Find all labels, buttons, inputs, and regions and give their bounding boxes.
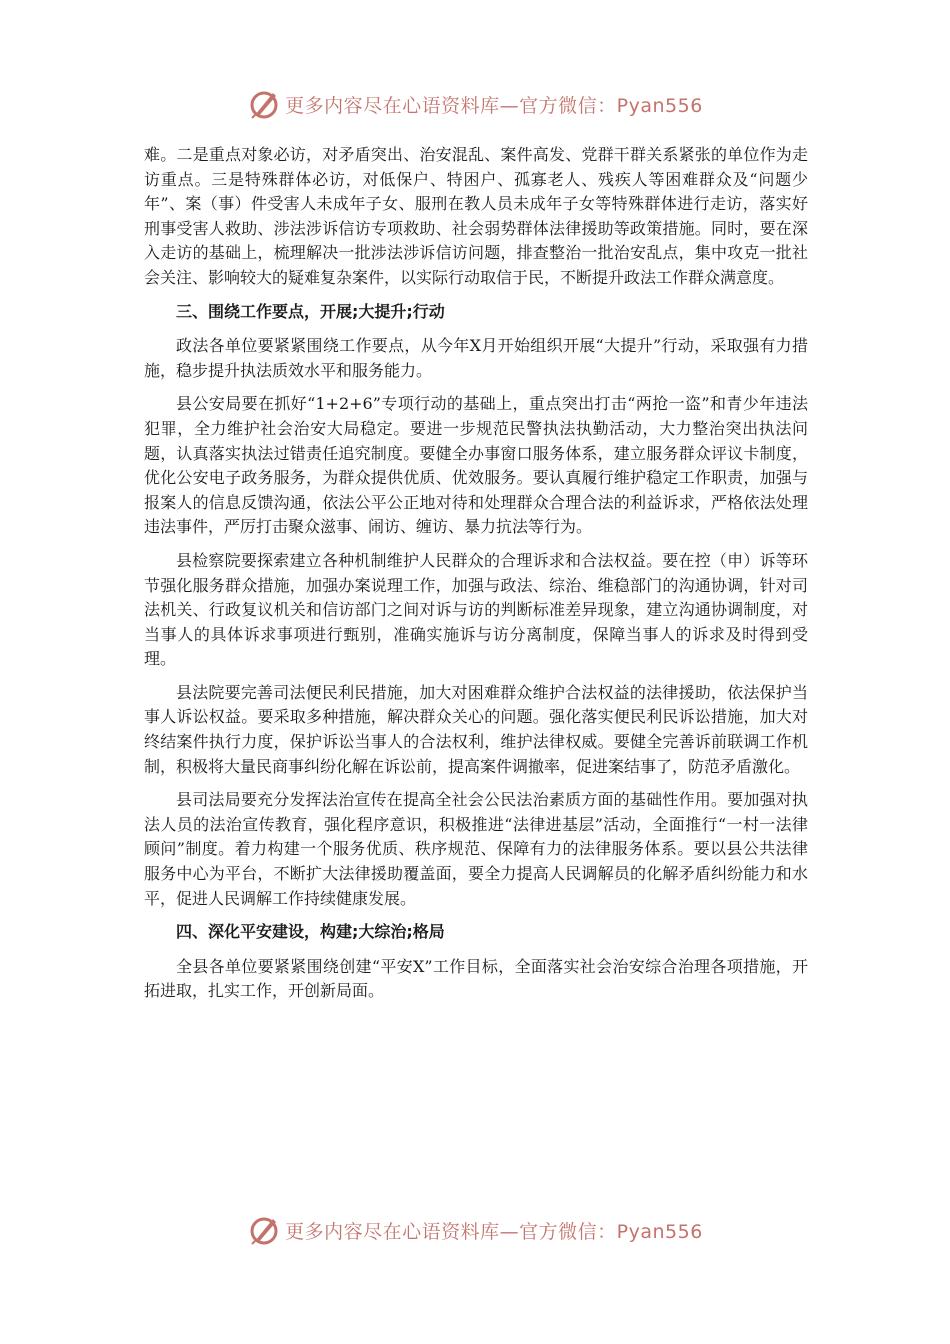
- quill-seal-icon: [247, 87, 281, 121]
- banner-text: 更多内容尽在心语资料库—官方微信：Pyan556: [285, 94, 703, 117]
- quill-seal-icon: [247, 1213, 281, 1247]
- section-heading: 三、围绕工作要点，开展;大提升;行动: [176, 301, 445, 321]
- section-heading: 四、深化平安建设，构建;大综治;格局: [176, 922, 445, 942]
- paragraph: 县法院要完善司法便民利民措施，加大对困难群众维护合法权益的法律援助，依法保护当事人诉讼权益。要采取多种措施，解决群众关心的问题。强化落实便民利民诉讼措施，加大对终结案件执行力度，保护诉讼当事人的合法权利，维护法律权威。要健全完善诉前联调工作机制，积极将大量民商事纠纷化解在诉讼前，提高案件调撤率，促进案结事了，防范矛盾激化。: [144, 682, 808, 776]
- paragraph: 难。二是重点对象必访，对矛盾突出、治安混乱、案件高发、党群干群关系紧张的单位作为走访重点。三是特殊群体必访，对低保户、特困户、孤寡老人、残疾人等困难群众及“问题少年”、案（事）件受害人未成年子女、服刑在教人员未成年子女等特殊群体进行走访，落实好刑事受害人救助、涉法涉诉信访专项救助、社会弱势群体法律援助等政策措施。同时，要在深入走访的基础上，梳理解决一批涉法涉诉信访问题，排查整治一批治安乱点，集中攻克一批社会关注、影响较大的疑难复杂案件，以实际行动取信于民，不断提升政法工作群众满意度。: [144, 145, 808, 287]
- paragraph: 全县各单位要紧紧围绕创建“平安X”工作目标，全面落实社会治安综合治理各项措施，开拓进取，扎实工作，开创新局面。: [144, 956, 808, 1001]
- banner-text: 更多内容尽在心语资料库—官方微信：Pyan556: [285, 1220, 703, 1243]
- paragraph: 县公安局要在抓好“1+2+6”专项行动的基础上，重点突出打击“两抢一盗”和青少年违法犯罪，全力维护社会治安大局稳定。要进一步规范民警执法执勤活动，大力整治突出执法问题，认真落实执法过错责任追究制度。要健全办事窗口服务体系，建立服务群众评议卡制度，优化公安电子政务服务，为群众提供优质、优效服务。要认真履行维护稳定工作职责，加强与报案人的信息反馈沟通，依法公平公正地对待和处理群众合理合法的利益诉求，严格依法处理违法事件，严厉打击聚众滋事、闹访、缠访、暴力抗法等行为。: [144, 394, 808, 537]
- document-body: [144, 143, 808, 1013]
- paragraph: 政法各单位要紧紧围绕工作要点，从今年X月开始组织开展“大提升”行动，采取强有力措施，稳步提升执法质效水平和服务能力。: [144, 336, 808, 380]
- footer-banner: [0, 1210, 950, 1250]
- header-banner: [0, 84, 950, 124]
- paragraph: 县司法局要充分发挥法治宣传在提高全社会公民法治素质方面的基础性作用。要加强对执法人员的法治宣传教育，强化程序意识，积极推进“法律进基层”活动，全面推行“一村一法律顾问”制度。着力构建一个服务优质、秩序规范、保障有力的法律服务体系。要以县公共法律服务中心为平台，不断扩大法律援助覆盖面，要全力提高人民调解员的化解矛盾纠纷能力和水平，促进人民调解工作持续健康发展。: [144, 790, 808, 908]
- paragraph: 县检察院要探索建立各种机制维护人民群众的合理诉求和合法权益。要在控（申）诉等环节强化服务群众措施，加强办案说理工作，加强与政法、综治、维稳部门的沟通协调，针对司法机关、行政复议机关和信访部门之间对诉与访的判断标准差异现象，建立沟通协调制度，对当事人的具体诉求事项进行甄别，准确实施诉与访分离制度，保障当事人的诉求及时得到受理。: [144, 550, 808, 669]
